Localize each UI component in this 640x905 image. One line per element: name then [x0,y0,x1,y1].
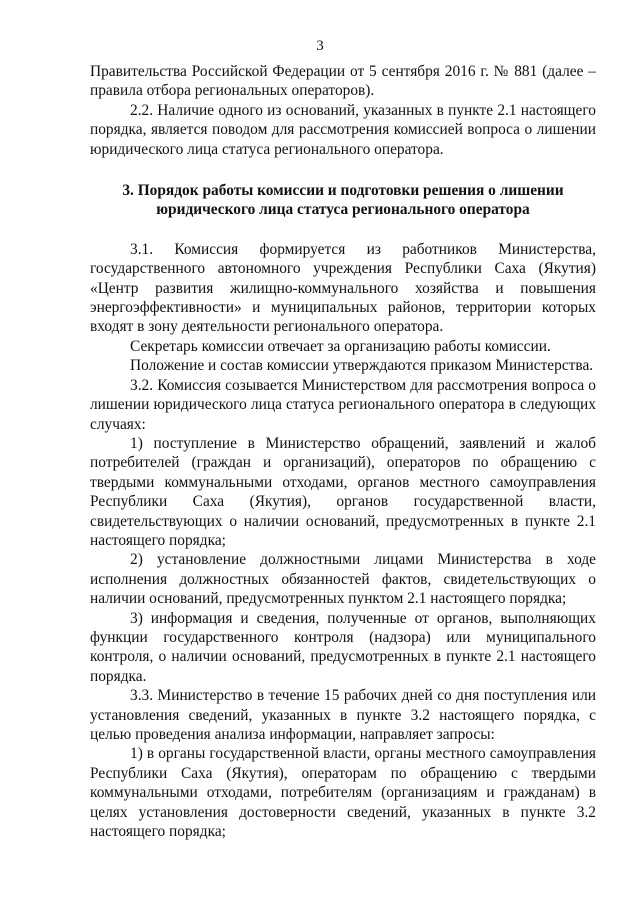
list-item-3-3-1: 1) в органы государственной власти, органы местного самоуправления Республики Саха (Якутия), операторам по обращению с твердыми коммунальными отходами, потребителям (организациям и гражданам) в целях установления достоверности сведений, указанных в пункте 3.2 настоящего порядка; [90,745,596,841]
paragraph-3-1: 3.1. Комиссия формируется из работников Министерства, государственного автономного учреждения Республики Саха (Якутия) «Центр развития жилищно-коммунального хозяйства и повышения энергоэффективности» и муниципальных районов, территории которых входят в зону деятельности регионального оператора. [90,240,596,336]
paragraph-2-2: 2.2. Наличие одного из оснований, указанных в пункте 2.1 настоящего порядка, является поводом для рассмотрения комиссией вопроса о лишении юридического лица статуса регионального оператора. [90,101,596,158]
list-item-3-2-2: 2) установление должностными лицами Министерства в ходе исполнения должностных обязанностей фактов, свидетельствующих о наличии оснований, предусмотренных пунктом 2.1 настоящего порядка; [90,551,596,608]
list-item-3-2-1: 1) поступление в Министерство обращений, заявлений и жалоб потребителей (граждан и организаций), операторов по обращению с твердыми коммунальными отходами, органов местного самоуправления Республики Саха (Якутия), органов государственной власти, свидетельствующих о наличии оснований, предусмотренных в пункте 2.1 настоящего порядка; [90,434,596,549]
list-item-3-2-3: 3) информация и сведения, полученные от органов, выполняющих функции государственного контроля (надзора) или муниципального контроля, о наличии оснований, предусмотренных в пункте 2.1 настоящего порядка. [90,609,596,685]
page-number: 3 [316,38,324,54]
paragraph-composition: Положение и состав комиссии утверждаются приказом Министерства. [130,357,594,375]
paragraph-3-2: 3.2. Комиссия созывается Министерством для рассмотрения вопроса о лишении юридического лица статуса регионального оператора в следующих случаях: [90,376,596,433]
section-heading-line-1: 3. Порядок работы комиссии и подготовки решения о лишении [122,182,564,200]
section-heading [90,181,596,220]
paragraph-3-3: 3.3. Министерство в течение 15 рабочих дней со дня поступления или установления сведений, указанных в пункте 3.2 настоящего порядка, с целью проведения анализа информации, направляет запросы: [90,687,596,743]
paragraph-secretary: Секретарь комиссии отвечает за организацию работы комиссии. [130,337,551,355]
document-body [90,62,596,841]
section-heading-line-2: юридического лица статуса регионального оператора [156,201,530,219]
paragraph-continuation: Правительства Российской Федерации от 5 сентября 2016 г. № 881 (далее – правила отбора региональных операторов). [90,63,596,100]
